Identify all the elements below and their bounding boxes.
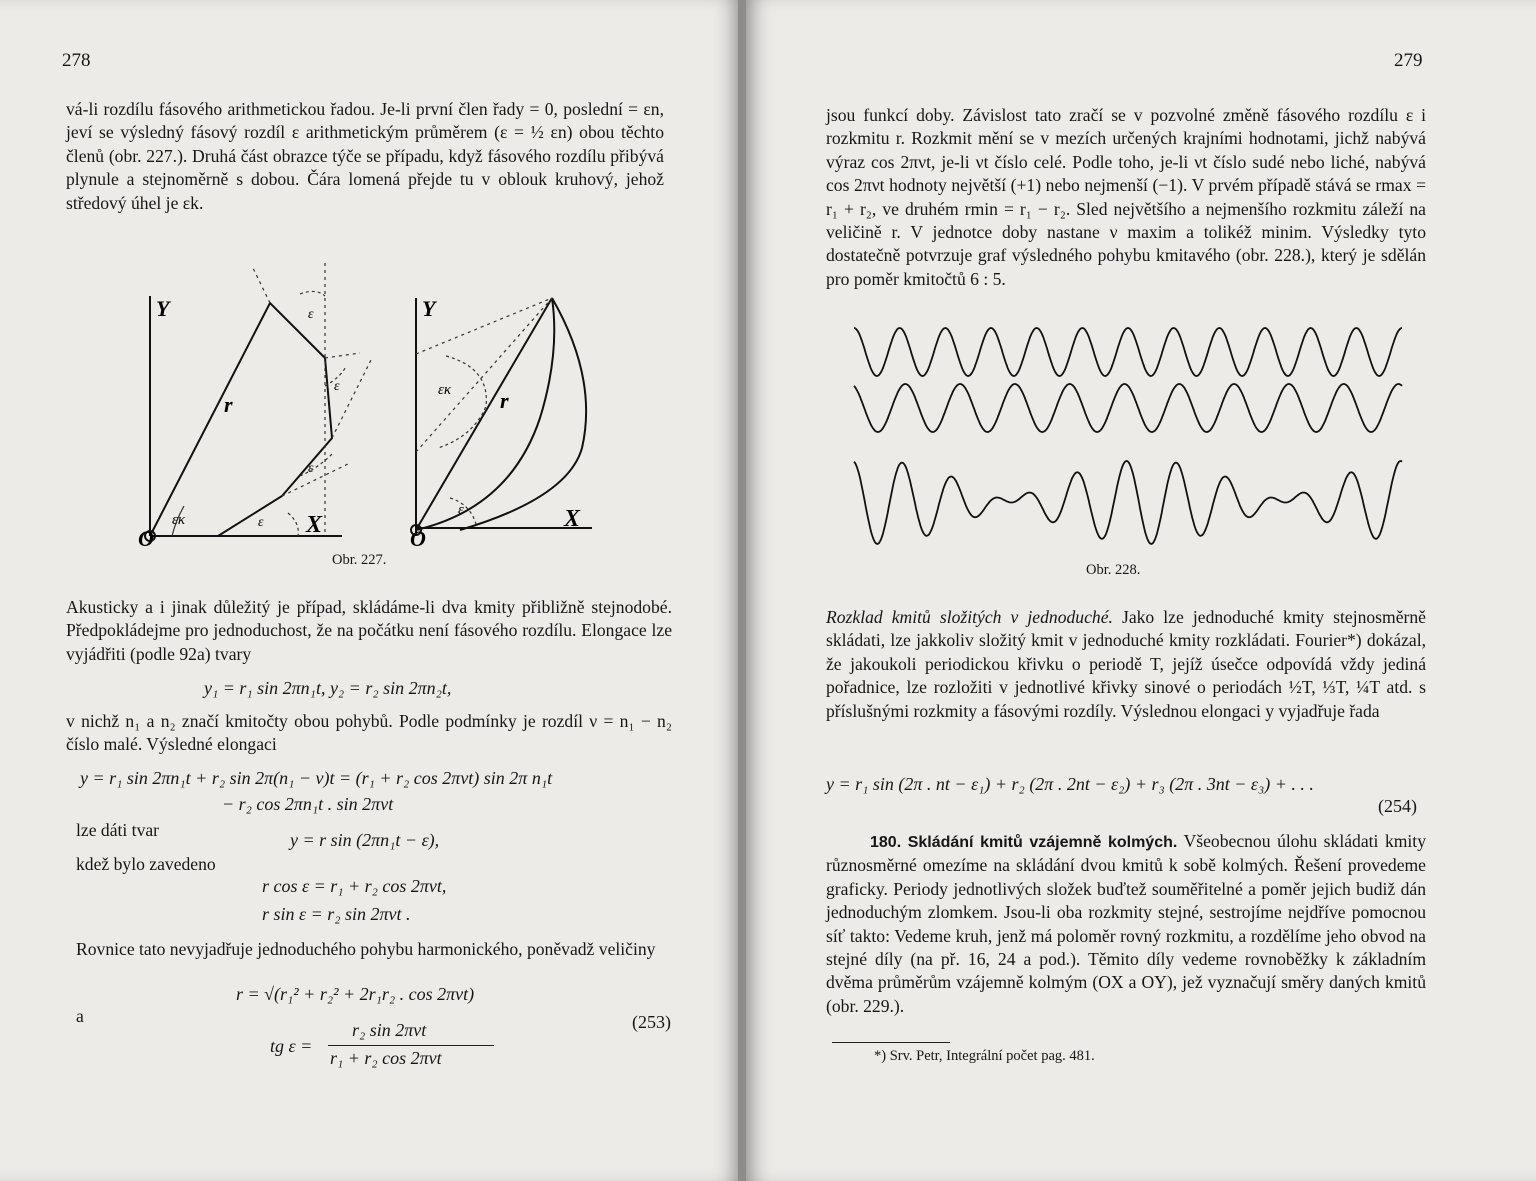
label-kdez-bylo-zavedeno: kdež bylo zavedeno — [76, 854, 216, 874]
label-y-left: Y — [156, 296, 170, 321]
dashed-ext-2 — [325, 353, 360, 358]
figure-228 — [846, 324, 1406, 556]
intro-paragraph — [826, 104, 1426, 291]
section-180 — [826, 830, 1426, 1018]
equation-tg-denominator: r₁ + r₂ cos 2πνt — [330, 1048, 442, 1068]
footnote: *) Srv. Petr, Integrální počet pag. 481. — [874, 1048, 1095, 1064]
rozklad-title: Rozklad kmitů složitých v jednoduché. — [826, 607, 1113, 627]
wave-resultant — [854, 461, 1402, 544]
equation-fourier: y = r₁ sin (2π . nt − ε₁) + r₂ (2π . 2nt − ε₂) + r₃ (2π . 3nt − ε₃) + . . . — [826, 774, 1314, 794]
paragraph-3 — [66, 710, 672, 757]
equation-tg-left: tg ε = — [270, 1036, 313, 1056]
label-epsk-right: εκ — [438, 382, 452, 398]
equation-number-254: (254) — [1378, 796, 1417, 816]
wave-n1 — [854, 328, 1402, 376]
figure-227-caption: Obr. 227. — [332, 552, 387, 568]
wave-n2 — [854, 384, 1402, 432]
rozklad-text: Jako lze jednoduché kmity stejnosměrně skládati, lze jakkoliv složitý kmit v jednoduché kmity rozkládati. Fourier*) dokázal, že jakoukoli periodickou křivku o periodě T, jejíž úsečce odpovídá vždy jediná pořadnice, lze rozložiti v jednotlivé křivky sinové o periodách ½T, ⅓T, ¼T atd. s příslušnými rozkmity a fásovými rozdíly. Výslednou elongaci y vyjadřuje řada — [826, 607, 1426, 721]
right-page — [746, 0, 1536, 1181]
equation-y1-y2: y₁ = r₁ sin 2πn₁t, y₂ = r₂ sin 2πn₂t, — [204, 678, 452, 698]
figure-227 — [120, 258, 610, 548]
label-origin-right: O — [410, 526, 426, 548]
label-epsk-left: εκ — [172, 512, 186, 528]
label-x-left: X — [306, 512, 323, 538]
paragraph-2-text: Akusticky a i jinak důležitý je případ, skládáme-li dva kmity přibližně stejnodobé. Předpokládejme pro jednoduchost, že na počátku není fásového rozdílu. Elongace lze vyjádřiti (podle 92a) tvary — [66, 597, 672, 664]
figure-228-drawing — [846, 324, 1406, 556]
label-eps-1: ε — [308, 307, 314, 322]
equation-rcos: r cos ε = r₁ + r₂ cos 2πνt, — [262, 876, 447, 896]
label-x-right: X — [564, 506, 581, 532]
equation-short: y = r sin (2πn₁t − ε), — [290, 830, 440, 850]
chord-r — [416, 298, 552, 530]
outer-arc — [460, 298, 586, 530]
paragraph-4 — [76, 938, 672, 961]
label-r-right: r — [500, 388, 509, 413]
dashed-ext-1 — [252, 266, 270, 303]
intro-paragraph — [66, 98, 664, 215]
intro-text: vá-li rozdílu fásového arithmetickou řadou. Je-li první člen řady = 0, poslední = εn, jeví se výsledný fásový rozdíl ε arithmetickým průměrem (ε = ½ εn) obou těchto členů (obr. 227.). Druhá část obrazce týče se případu, když fásového rozdílu přibývá plynule a stejnoměrně s dobou. Čára lomená přejde tu v oblouk kruhový, jehož středový úhel je εk. — [66, 99, 664, 213]
paragraph-2 — [66, 596, 672, 666]
label-eps-3: ε — [308, 461, 314, 476]
label-r-left: r — [224, 392, 233, 417]
equation-number-253: (253) — [632, 1012, 671, 1032]
label-eps-4: ε — [258, 515, 264, 530]
figure-227-drawing — [120, 258, 610, 548]
equation-main-2: − r₂ cos 2πn₁t . sin 2πνt — [222, 794, 394, 814]
label-origin-left: O — [138, 526, 154, 548]
equation-tg-numerator: r₂ sin 2πνt — [352, 1020, 427, 1040]
label-eps-right: ε — [458, 502, 464, 518]
page-number: 278 — [62, 50, 91, 71]
fraction-bar — [328, 1045, 494, 1046]
page-number: 279 — [1394, 50, 1423, 71]
label-eps-2: ε — [334, 379, 340, 394]
equation-rsin: r sin ε = r₂ sin 2πνt . — [262, 904, 411, 924]
label-a: a — [76, 1006, 84, 1026]
footnote-rule — [832, 1042, 950, 1043]
figure-228-caption: Obr. 228. — [1086, 562, 1141, 578]
label-y-right: Y — [422, 296, 436, 321]
paragraph-3-text: v nichž n₁ a n₂ značí kmitočty obou pohybů. Podle podmínky je rozdíl ν = n₁ − n₂ číslo malé. Výsledné elongaci — [66, 711, 672, 755]
label-lze-dati-tvar: lze dáti tvar — [76, 820, 160, 840]
section-title: Skládání kmitů vzájemně kolmých. — [907, 834, 1178, 851]
intro-text: jsou funkcí doby. Závislost tato zračí se v pozvolné změně fásového rozdílu ε i rozkmitu r. Rozkmit mění se v mezích určených krajními hodnotami, jichž nabývá výraz cos 2πνt, je-li νt číslo celé. Podle toho, je-li νt číslo sudé nebo liché, nabývá cos 2πνt hodnoty největší (+1) nebo nejmenší (−1). V prvém případě stává se rmax = r₁ + r₂, ve druhém rmin = r₁ − r₂. Sled největšího a nejmenšího rozkmitu záleží na veličině r. V jednotce doby nastane ν maxim a tolikéž minim. Výsledky tyto dostatečně potvrzuje graf výsledného pohybu kmitavého (obr. 228.), který je sdělán pro poměr kmitočtů 6 : 5. — [826, 105, 1426, 289]
broken-line — [150, 303, 332, 536]
equation-main-1: y = r₁ sin 2πn₁t + r₂ sin 2π(n₁ − ν)t = (r₁ + r₂ cos 2πνt) sin 2π n₁t — [80, 768, 553, 788]
paragraph-4-text: Rovnice tato nevyjadřuje jednoduchého pohybu harmonického, poněvadž veličiny — [76, 939, 656, 959]
paragraph-rozklad — [826, 606, 1426, 723]
left-page — [0, 0, 742, 1181]
dashed-ext-3 — [332, 358, 372, 438]
section-text: Všeobecnou úlohu skládati kmity různosměrné omezíme na skládání dvou kmitů k sobě kolmých. Řešení provedeme graficky. Periody jednotlivých složek buďtež souměřitelné a poměr jejich budiž dán jednoduchým zlomkem. Jsou-li oba rozkmity stejné, sestrojíme nejdříve pomocnou síť takto: Vedeme kruh, jenž má poloměr rovný rozkmitu, a rozdělíme jeho obvod na stejné díly (na př. 16, 24 a pod.). Těmito díly vedeme rovnoběžky k základním dvěma průměrům vzájemně kolmým (OX a OY), jež vyznačují směry daných kmitů (obr. 229.). — [826, 831, 1426, 1016]
dashed-ext-4 — [282, 463, 350, 496]
equation-r: r = √(r₁² + r₂² + 2r₁r₂ . cos 2πνt) — [236, 984, 475, 1004]
section-number: 180. — [870, 834, 902, 851]
